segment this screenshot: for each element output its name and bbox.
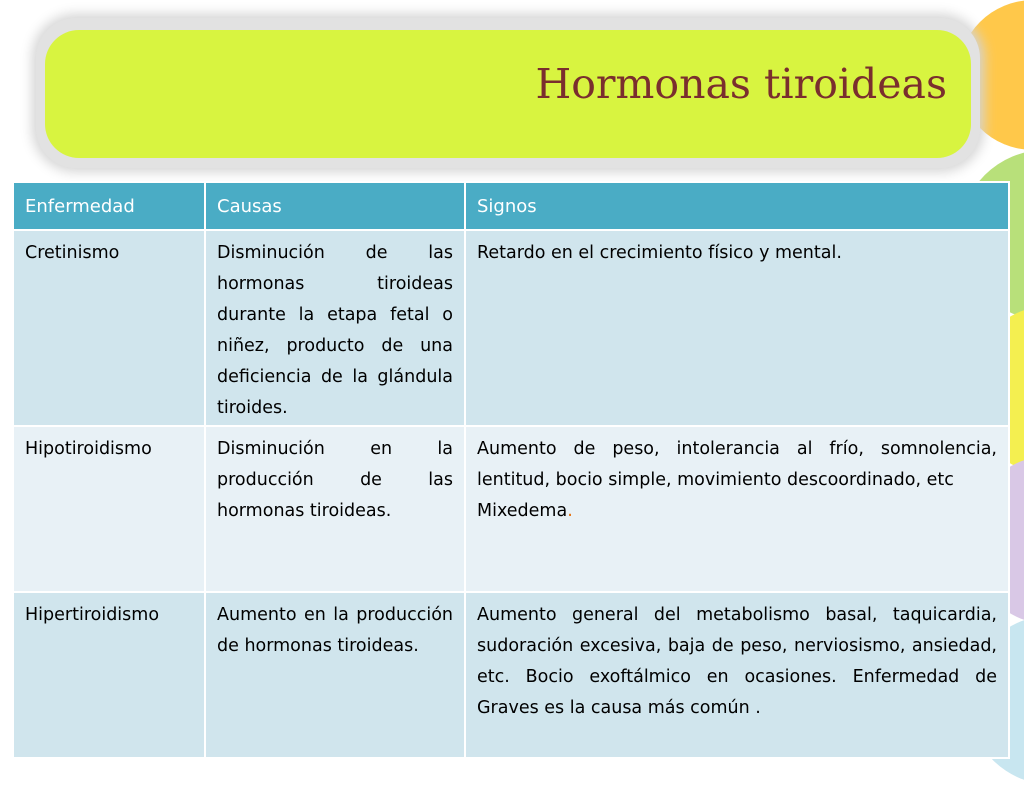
table-header-row — [13, 182, 1009, 230]
cell-signos: Aumento general del metabolismo basal, taquicardia, sudoración excesiva, baja de peso, nerviosismo, ansiedad, etc. Bocio exoftálmico en ocasiones. Enfermedad de Graves es la causa más común . — [465, 592, 1009, 758]
title-banner — [45, 30, 971, 158]
signos-text: Aumento de peso, intolerancia al frío, somnolencia, lentitud, bocio simple, movimiento descoordinado, etc — [477, 439, 997, 490]
cell-causas: Disminución en la producción de las hormonas tiroideas. — [205, 426, 465, 592]
disease-table — [12, 181, 1010, 759]
cell-signos: Retardo en el crecimiento físico y mental. — [465, 230, 1009, 426]
disease-table-container — [12, 181, 1008, 759]
table-row — [13, 592, 1009, 758]
header-enfermedad: Enfermedad — [13, 182, 205, 230]
cell-enfermedad: Cretinismo — [13, 230, 205, 426]
signos-extra-line — [477, 496, 997, 527]
signos-extra-text: Mixedema — [477, 501, 568, 521]
table-row — [13, 230, 1009, 426]
signos-extra-punct: . — [567, 501, 573, 521]
cell-signos — [465, 426, 1009, 592]
header-signos: Signos — [465, 182, 1009, 230]
header-causas: Causas — [205, 182, 465, 230]
cell-enfermedad: Hipotiroidismo — [13, 426, 205, 592]
table-row — [13, 426, 1009, 592]
cell-causas: Disminución de las hormonas tiroideas durante la etapa fetal o niñez, producto de una deficiencia de la glándula tiroides. — [205, 230, 465, 426]
cell-causas: Aumento en la producción de hormonas tiroideas. — [205, 592, 465, 758]
slide-title: Hormonas tiroideas — [535, 60, 947, 108]
cell-enfermedad: Hipertiroidismo — [13, 592, 205, 758]
